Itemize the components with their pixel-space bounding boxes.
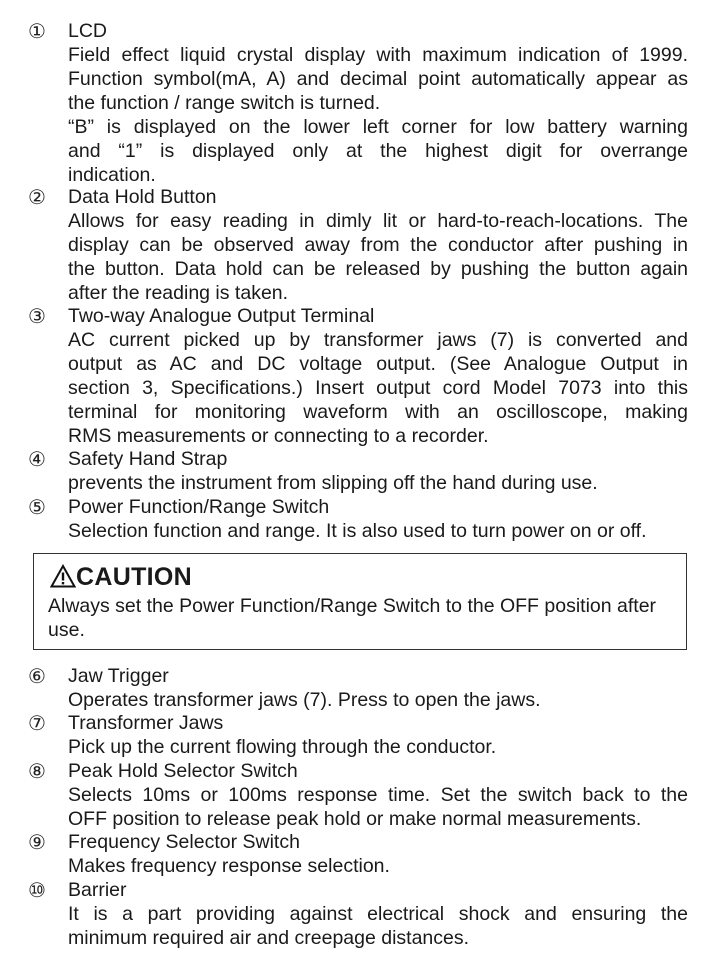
- item-description: [68, 209, 688, 305]
- item-title: Barrier: [68, 879, 127, 901]
- description-line: Operates transformer jaws (7). Press to open the jaws.: [68, 689, 541, 711]
- description-line: section 3, Specifications.) Insert output cord Model 7073 into this: [68, 377, 688, 399]
- item-number: ⑧: [28, 759, 46, 783]
- description-line: output as AC and DC voltage output. (See Analogue Output in: [68, 353, 688, 375]
- description-line: and “1” is displayed only at the highest digit for overrange: [68, 140, 688, 162]
- description-line: Selects 10ms or 100ms response time. Set the switch back to the: [68, 784, 688, 806]
- caution-label: CAUTION: [76, 563, 192, 591]
- item-title: Two-way Analogue Output Terminal: [68, 305, 375, 327]
- item-description: [68, 902, 688, 950]
- item-number: ⑦: [28, 711, 46, 735]
- description-line: Makes frequency response selection.: [68, 855, 390, 877]
- warning-triangle-icon: [50, 564, 76, 588]
- item-description: [68, 735, 688, 759]
- description-line: Pick up the current flowing through the conductor.: [68, 736, 497, 758]
- item-description: [68, 43, 688, 187]
- item-title: Transformer Jaws: [68, 712, 224, 734]
- description-line: Allows for easy reading in dimly lit or hard-to-reach-locations. The: [68, 210, 688, 232]
- item-number: ③: [28, 304, 46, 328]
- item-title: Data Hold Button: [68, 186, 217, 208]
- caution-box: [33, 553, 687, 650]
- item-number: ⑨: [28, 830, 46, 854]
- item-title: Safety Hand Strap: [68, 448, 228, 470]
- item-title: Peak Hold Selector Switch: [68, 760, 298, 782]
- item-description: [68, 328, 688, 448]
- item-description: [68, 854, 688, 878]
- description-line: RMS measurements or connecting to a recorder.: [68, 425, 489, 447]
- item-title: Jaw Trigger: [68, 665, 169, 687]
- item-title: LCD: [68, 20, 108, 42]
- item-number: ⑩: [28, 878, 46, 902]
- item-number: ⑤: [28, 495, 46, 519]
- item-description: [68, 471, 688, 495]
- description-line: Field effect liquid crystal display with maximum indication of 1999.: [68, 44, 688, 66]
- description-line: after the reading is taken.: [68, 282, 289, 304]
- item-number: ④: [28, 447, 46, 471]
- description-line: “B” is displayed on the lower left corner for low battery warning: [68, 116, 688, 138]
- description-line: the function / range switch is turned.: [68, 92, 381, 114]
- description-line: Selection function and range. It is also used to turn power on or off.: [68, 520, 647, 542]
- description-line: minimum required air and creepage distances.: [68, 927, 470, 949]
- item-number: ①: [28, 19, 46, 43]
- item-description: [68, 688, 688, 712]
- description-line: Function symbol(mA, A) and decimal point automatically appear as: [68, 68, 688, 90]
- description-line: AC current picked up by transformer jaws (7) is converted and: [68, 329, 688, 351]
- caution-text: Always set the Power Function/Range Switch to the OFF position after use.: [48, 595, 657, 641]
- item-number: ②: [28, 185, 46, 209]
- description-line: prevents the instrument from slipping off the hand during use.: [68, 472, 598, 494]
- item-title: Frequency Selector Switch: [68, 831, 300, 853]
- item-title: Power Function/Range Switch: [68, 496, 330, 518]
- item-number: ⑥: [28, 664, 46, 688]
- item-description: [68, 783, 688, 831]
- description-line: display can be observed away from the conductor after pushing in: [68, 234, 688, 256]
- item-description: [68, 519, 688, 543]
- caution-heading: [50, 562, 192, 592]
- description-line: OFF position to release peak hold or make normal measurements.: [68, 808, 642, 830]
- description-line: terminal for monitoring waveform with an oscilloscope, making: [68, 401, 688, 423]
- description-line: It is a part providing against electrical shock and ensuring the: [68, 903, 688, 925]
- description-line: the button. Data hold can be released by pushing the button again: [68, 258, 688, 280]
- description-line: indication.: [68, 164, 156, 186]
